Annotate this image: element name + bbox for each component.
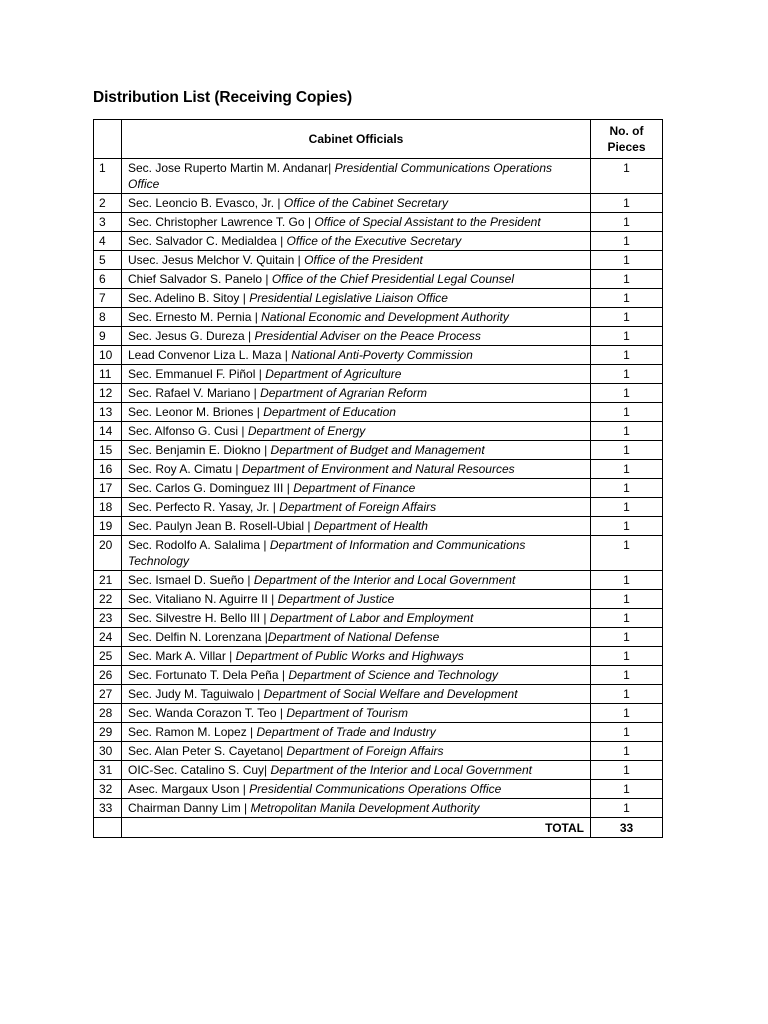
row-number: 33 [94, 799, 122, 818]
row-number: 30 [94, 742, 122, 761]
pieces-cell: 1 [591, 536, 663, 571]
row-number: 14 [94, 422, 122, 441]
office-name: National Economic and Development Authority [261, 310, 509, 324]
pieces-cell: 1 [591, 365, 663, 384]
office-name: Presidential Communications Operations Office [128, 161, 552, 191]
official-cell [122, 251, 591, 270]
table-row [94, 647, 663, 666]
office-name: Department of Health [313, 519, 428, 533]
pieces-cell: 1 [591, 761, 663, 780]
table-row [94, 270, 663, 289]
table-row [94, 289, 663, 308]
table-row [94, 742, 663, 761]
row-number: 19 [94, 517, 122, 536]
pieces-cell: 1 [591, 251, 663, 270]
official-name: Sec. Wanda Corazon T. Teo | [128, 706, 287, 720]
table-row [94, 460, 663, 479]
pieces-cell: 1 [591, 194, 663, 213]
office-name: Department of Agriculture [265, 367, 402, 381]
official-cell [122, 799, 591, 818]
official-name: Sec. Salvador C. Medialdea | [128, 234, 287, 248]
table-row [94, 704, 663, 723]
office-name: Department of the Interior and Local Government [253, 573, 516, 587]
header-cabinet-officials: Cabinet Officials [122, 120, 591, 159]
official-cell [122, 723, 591, 742]
official-cell [122, 628, 591, 647]
table-row [94, 517, 663, 536]
official-name: Sec. Leoncio B. Evasco, Jr. | [128, 196, 284, 210]
official-cell [122, 704, 591, 723]
table-row [94, 384, 663, 403]
table-row [94, 422, 663, 441]
official-name: Sec. Leonor M. Briones | [128, 405, 264, 419]
official-cell [122, 647, 591, 666]
table-row [94, 479, 663, 498]
office-name: Department of National Defense [267, 630, 440, 644]
row-number: 2 [94, 194, 122, 213]
official-cell [122, 346, 591, 365]
table-row [94, 571, 663, 590]
table-row [94, 327, 663, 346]
official-cell [122, 780, 591, 799]
official-name: Asec. Margaux Uson | [128, 782, 250, 796]
row-number: 20 [94, 536, 122, 571]
total-value: 33 [591, 818, 663, 838]
office-name: Department of Environment and Natural Resources [241, 462, 515, 476]
official-cell [122, 742, 591, 761]
pieces-cell: 1 [591, 704, 663, 723]
table-row [94, 346, 663, 365]
pieces-cell: 1 [591, 666, 663, 685]
table-row [94, 609, 663, 628]
pieces-cell: 1 [591, 517, 663, 536]
official-name: Sec. Christopher Lawrence T. Go | [128, 215, 315, 229]
office-name: Department of Tourism [286, 706, 408, 720]
office-name: Presidential Communications Operations Office [249, 782, 502, 796]
office-name: Presidential Legislative Liaison Office [249, 291, 448, 305]
official-cell [122, 685, 591, 704]
official-cell [122, 460, 591, 479]
office-name: Office of the Chief Presidential Legal Counsel [271, 272, 515, 286]
pieces-cell: 1 [591, 460, 663, 479]
official-cell [122, 571, 591, 590]
pieces-cell: 1 [591, 799, 663, 818]
official-cell [122, 479, 591, 498]
row-number: 15 [94, 441, 122, 460]
official-cell [122, 327, 591, 346]
pieces-cell: 1 [591, 384, 663, 403]
office-name: Department of Public Works and Highways [235, 649, 464, 663]
official-name: Lead Convenor Liza L. Maza | [128, 348, 292, 362]
official-cell [122, 365, 591, 384]
office-name: Department of Information and Communications Technology [128, 538, 526, 568]
table-row [94, 159, 663, 194]
official-name: Sec. Fortunato T. Dela Peña | [128, 668, 289, 682]
official-cell [122, 194, 591, 213]
row-number: 6 [94, 270, 122, 289]
official-cell [122, 666, 591, 685]
official-cell [122, 213, 591, 232]
row-number: 31 [94, 761, 122, 780]
table-row [94, 365, 663, 384]
official-name: Sec. Mark A. Villar | [128, 649, 236, 663]
office-name: Department of Education [263, 405, 396, 419]
row-number: 3 [94, 213, 122, 232]
office-name: Department of Labor and Employment [269, 611, 474, 625]
official-cell [122, 232, 591, 251]
table-row [94, 213, 663, 232]
official-name: Sec. Rafael V. Mariano | [128, 386, 261, 400]
pieces-cell: 1 [591, 270, 663, 289]
official-cell [122, 609, 591, 628]
official-name: Sec. Adelino B. Sitoy | [128, 291, 250, 305]
table-row [94, 441, 663, 460]
pieces-cell: 1 [591, 571, 663, 590]
table-row [94, 194, 663, 213]
office-name: Department of Budget and Management [270, 443, 485, 457]
row-number: 8 [94, 308, 122, 327]
office-name: Department of Social Welfare and Development [263, 687, 518, 701]
table-row [94, 666, 663, 685]
table-row [94, 403, 663, 422]
office-name: Department of Energy [247, 424, 366, 438]
official-name: Sec. Carlos G. Dominguez III | [128, 481, 294, 495]
official-cell [122, 270, 591, 289]
pieces-cell: 1 [591, 159, 663, 194]
pieces-cell: 1 [591, 232, 663, 251]
table-row [94, 308, 663, 327]
official-cell [122, 761, 591, 780]
header-no-of-pieces: No. of Pieces [591, 120, 663, 159]
pieces-cell: 1 [591, 441, 663, 460]
official-name: Sec. Delfin N. Lorenzana | [128, 630, 268, 644]
pieces-cell: 1 [591, 422, 663, 441]
office-name: National Anti-Poverty Commission [291, 348, 473, 362]
document-title: Distribution List (Receiving Copies) [93, 89, 353, 106]
row-number: 21 [94, 571, 122, 590]
pieces-cell: 1 [591, 289, 663, 308]
row-number: 12 [94, 384, 122, 403]
office-name: Department of Agrarian Reform [260, 386, 428, 400]
office-name: Department of Foreign Affairs [279, 500, 437, 514]
table-row [94, 723, 663, 742]
pieces-cell: 1 [591, 213, 663, 232]
office-name: Department of Justice [277, 592, 395, 606]
official-name: Chief Salvador S. Panelo | [128, 272, 272, 286]
office-name: Department of Trade and Industry [256, 725, 436, 739]
pieces-cell: 1 [591, 780, 663, 799]
pieces-cell: 1 [591, 685, 663, 704]
table-body [94, 159, 663, 818]
pieces-cell: 1 [591, 742, 663, 761]
official-name: Sec. Alfonso G. Cusi | [128, 424, 248, 438]
total-label: TOTAL [122, 818, 591, 838]
official-name: Chairman Danny Lim | [128, 801, 251, 815]
row-number: 29 [94, 723, 122, 742]
official-name: Sec. Silvestre H. Bello III | [128, 611, 270, 625]
pieces-cell: 1 [591, 479, 663, 498]
pieces-cell: 1 [591, 346, 663, 365]
office-name: Department of the Interior and Local Government [270, 763, 532, 777]
row-number: 32 [94, 780, 122, 799]
header-number [94, 120, 122, 159]
row-number: 23 [94, 609, 122, 628]
pieces-cell: 1 [591, 609, 663, 628]
table-row [94, 251, 663, 270]
pieces-cell: 1 [591, 327, 663, 346]
official-cell [122, 289, 591, 308]
official-name: Sec. Paulyn Jean B. Rosell-Ubial | [128, 519, 314, 533]
office-name: Presidential Adviser on the Peace Process [254, 329, 481, 343]
official-name: Sec. Rodolfo A. Salalima | [128, 538, 270, 552]
office-name: Department of Foreign Affairs [286, 744, 444, 758]
distribution-table [93, 119, 663, 838]
office-name: Office of the Executive Secretary [286, 234, 462, 248]
row-number: 24 [94, 628, 122, 647]
official-cell [122, 422, 591, 441]
pieces-cell: 1 [591, 723, 663, 742]
row-number: 27 [94, 685, 122, 704]
table-row [94, 536, 663, 571]
row-number: 17 [94, 479, 122, 498]
office-name: Metropolitan Manila Development Authority [250, 801, 480, 815]
official-name: Sec. Vitaliano N. Aguirre II | [128, 592, 278, 606]
official-name: OIC-Sec. Catalino S. Cuy| [128, 763, 271, 777]
official-cell [122, 159, 591, 194]
table-row [94, 498, 663, 517]
row-number: 4 [94, 232, 122, 251]
row-number: 1 [94, 159, 122, 194]
official-name: Usec. Jesus Melchor V. Quitain | [128, 253, 305, 267]
row-number: 9 [94, 327, 122, 346]
office-name: Office of the Cabinet Secretary [283, 196, 448, 210]
row-number: 11 [94, 365, 122, 384]
official-name: Sec. Perfecto R. Yasay, Jr. | [128, 500, 280, 514]
official-name: Sec. Jose Ruperto Martin M. Andanar| [128, 161, 335, 175]
office-name: Office of Special Assistant to the President [314, 215, 541, 229]
total-row [94, 818, 663, 838]
official-name: Sec. Roy A. Cimatu | [128, 462, 242, 476]
office-name: Department of Finance [293, 481, 416, 495]
official-name: Sec. Ramon M. Lopez | [128, 725, 257, 739]
row-number: 5 [94, 251, 122, 270]
official-name: Sec. Emmanuel F. Piñol | [128, 367, 266, 381]
row-number: 25 [94, 647, 122, 666]
pieces-cell: 1 [591, 498, 663, 517]
table-row [94, 232, 663, 251]
table-row [94, 780, 663, 799]
row-number: 7 [94, 289, 122, 308]
office-name: Department of Science and Technology [288, 668, 499, 682]
official-cell [122, 536, 591, 571]
row-number: 18 [94, 498, 122, 517]
table-row [94, 685, 663, 704]
official-cell [122, 498, 591, 517]
official-name: Sec. Alan Peter S. Cayetano| [128, 744, 287, 758]
office-name: Office of the President [304, 253, 423, 267]
table-row [94, 590, 663, 609]
official-cell [122, 384, 591, 403]
official-cell [122, 403, 591, 422]
pieces-cell: 1 [591, 308, 663, 327]
official-cell [122, 441, 591, 460]
table-row [94, 799, 663, 818]
table-row [94, 761, 663, 780]
row-number: 22 [94, 590, 122, 609]
official-name: Sec. Jesus G. Dureza | [128, 329, 255, 343]
pieces-cell: 1 [591, 628, 663, 647]
official-name: Sec. Benjamin E. Diokno | [128, 443, 271, 457]
pieces-cell: 1 [591, 590, 663, 609]
official-cell [122, 308, 591, 327]
official-name: Sec. Judy M. Taguiwalo | [128, 687, 264, 701]
official-name: Sec. Ernesto M. Pernia | [128, 310, 262, 324]
official-cell [122, 517, 591, 536]
official-cell [122, 590, 591, 609]
pieces-cell: 1 [591, 403, 663, 422]
official-name: Sec. Ismael D. Sueño | [128, 573, 254, 587]
row-number: 13 [94, 403, 122, 422]
row-number: 16 [94, 460, 122, 479]
row-number: 26 [94, 666, 122, 685]
row-number: 28 [94, 704, 122, 723]
row-number: 10 [94, 346, 122, 365]
table-header-row [94, 120, 663, 159]
pieces-cell: 1 [591, 647, 663, 666]
table-row [94, 628, 663, 647]
total-empty-cell [94, 818, 122, 838]
